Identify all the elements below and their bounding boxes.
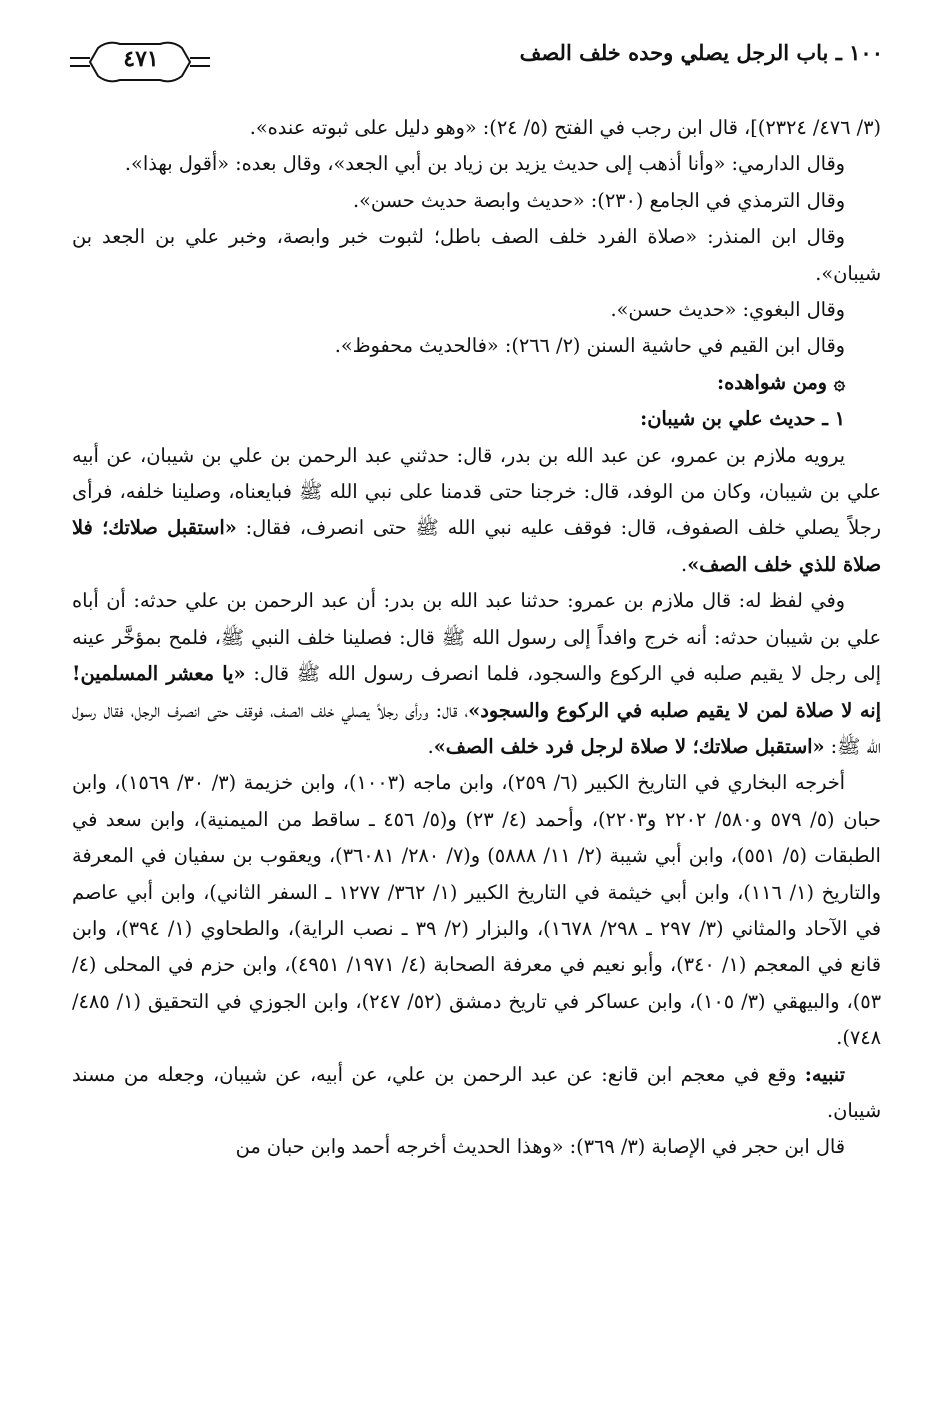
page-header bbox=[70, 38, 883, 88]
paragraph bbox=[72, 183, 881, 219]
text-segment: (٣/ ٤٧٦/ ٢٣٢٤)]، قال ابن رجب في الفتح (٥/ ٢٤): «وهو دليل على ثبوته عنده». bbox=[249, 116, 881, 139]
paragraph bbox=[72, 765, 881, 1056]
chapter-title: ١٠٠ ـ باب الرجل يصلي وحده خلف الصف bbox=[519, 40, 883, 65]
page-body bbox=[72, 110, 881, 1166]
page-number: ٤٧١ bbox=[123, 46, 159, 72]
text-segment: ۞ ومن شواهده: bbox=[716, 370, 845, 394]
paragraph bbox=[72, 292, 881, 328]
section-heading bbox=[72, 365, 881, 401]
bold-quote: «يا معشر المسلمين! إنه لا صلاة لمن لا يقيم صلبه في الركوع والسجود» bbox=[72, 662, 881, 722]
text-segment: . bbox=[427, 734, 434, 758]
bold-quote: «استقبل صلاتك؛ فلا صلاة للذي خلف الصف» bbox=[72, 516, 881, 576]
paragraph bbox=[72, 146, 881, 182]
paragraph bbox=[72, 438, 881, 584]
paragraph bbox=[72, 328, 881, 364]
text-segment: ، قال: ورأى رجلاً يصلي خلف الصف، فوقف حتى انصرف الرجل، فقال رسول الله ﷺ: bbox=[72, 698, 881, 758]
page-number-frame bbox=[70, 38, 210, 88]
text-segment: ١ ـ حديث علي بن شيبان: bbox=[640, 407, 845, 431]
paragraph bbox=[72, 1057, 881, 1130]
text-segment: يرويه ملازم بن عمرو، عن عبد الله بن بدر، قال: حدثني عبد الرحمن بن علي بن شيبان، عن أبيه علي بن شيبان، وكان من الوفد، قال: خرجنا حتى قدمنا على نبي الله ﷺ فبايعناه، وصلينا خلفه، فرأى رجلاً يصلي خلف الصفوف، قال: فوقف عليه نبي الله ﷺ حتى انصرف، فقال: bbox=[72, 443, 881, 540]
paragraph bbox=[72, 219, 881, 292]
text-segment: . bbox=[681, 552, 688, 576]
text-segment: وقال البغوي: «حديث حسن». bbox=[610, 298, 845, 322]
paragraph bbox=[72, 1129, 881, 1165]
bold-quote: «استقبل صلاتك؛ لا صلاة لرجل فرد خلف الصف» bbox=[433, 734, 825, 758]
text-segment: وقع في معجم ابن قانع: عن عبد الرحمن بن علي، عن أبيه، عن شيبان، وجعله من مسند شيبان. bbox=[72, 1062, 881, 1122]
text-segment: وفي لفظ له: قال ملازم بن عمرو: حدثنا عبد الله بن بدر: أن عبد الرحمن بن علي حدثه: أن أباه علي بن شيبان حدثه: أنه خرج وافداً إلى رسول الله ﷺ قال: فصلينا خلف النبي ﷺ، فلمح بمؤخَّر عينه إلى رجل لا يقيم صلبه في الركوع والسجود، فلما انصرف رسول الله ﷺ قال: bbox=[72, 589, 881, 686]
paragraph bbox=[72, 583, 881, 765]
text-segment: وقال ابن المنذر: «صلاة الفرد خلف الصف باطل؛ لثبوت خبر وابصة، وخبر علي بن الجعد بن شيبان». bbox=[72, 225, 881, 285]
paragraph bbox=[72, 110, 881, 146]
section-heading bbox=[72, 401, 881, 437]
bold-quote: تنبيه: bbox=[804, 1062, 845, 1086]
text-segment: وقال الترمذي في الجامع (٢٣٠): «حديث وابصة حديث حسن». bbox=[352, 188, 845, 212]
text-segment: وقال الدارمي: «وأنا أذهب إلى حديث يزيد بن زياد بن أبي الجعد»، وقال بعده: «أقول بهذا». bbox=[124, 152, 845, 176]
text-segment: أخرجه البخاري في التاريخ الكبير (٦/ ٢٥٩)، وابن ماجه (١٠٠٣)، وابن خزيمة (٣/ ٣٠/ ١٥٦٩)، وابن حبان (٥/ ٥٧٩ و٥٨٠/ ٢٢٠٢ و٢٢٠٣)، وأحمد (٤/ ٢٣) و(٥/ ٤٥٦ ـ ساقط من الميمنية)، وابن سعد في الطبقات (٥/ ٥٥١)، وابن أبي شيبة (٢/ ١١/ ٥٨٨٨) و(٧/ ٢٨٠/ ٣٦٠٨١)، ويعقوب بن سفيان في المعرفة والتاريخ (١/ ١١٦)، وابن أبي خيثمة في التاريخ الكبير (١/ ٣٦٢/ ١٢٧٧ ـ السفر الثاني)، وابن أبي عاصم في الآحاد والمثاني (٣/ ٢٩٧ ـ ٢٩٨/ ١٦٧٨)، والبزار (٢/ ٣٩ ـ نصب الراية)، والطحاوي (١/ ٣٩٤)، وابن قانع في المعجم (١/ ٣٤٠)، وأبو نعيم في معرفة الصحابة (٤/ ١٩٧١/ ٤٩٥١)، وابن حزم في المحلى (٤/ ٥٣)، والبيهقي (٣/ ١٠٥)، وابن عساكر في تاريخ دمشق (٥٢/ ٢٤٧)، وابن الجوزي في التحقيق (١/ ٤٨٥/ ٧٤٨). bbox=[72, 771, 881, 1050]
text-segment: وقال ابن القيم في حاشية السنن (٢/ ٢٦٦): «فالحديث محفوظ». bbox=[334, 334, 845, 358]
text-segment: قال ابن حجر في الإصابة (٣/ ٣٦٩): «وهذا الحديث أخرجه أحمد وابن حبان من bbox=[235, 1135, 845, 1159]
